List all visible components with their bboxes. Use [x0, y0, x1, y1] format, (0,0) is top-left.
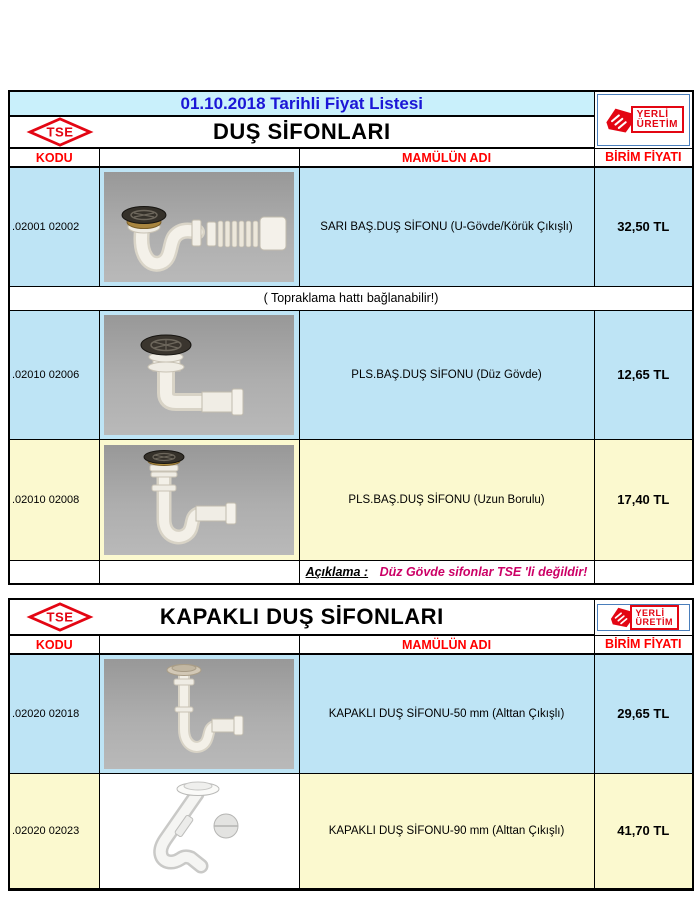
yerli-uretim-badge-cell — [594, 91, 693, 148]
table-kapakli-dus-sifonlari — [8, 598, 694, 891]
col-header-price: BİRİM FİYATI — [594, 148, 693, 167]
price-list-sheet — [8, 90, 692, 891]
product-row — [9, 167, 693, 286]
date-header: 01.10.2018 Tarihli Fiyat Listesi — [9, 91, 594, 116]
empty-cell — [9, 560, 99, 584]
empty-cell — [99, 560, 299, 584]
product-photo-cell — [99, 654, 299, 773]
product-name: PLS.BAŞ.DUŞ SİFONU (Uzun Borulu) — [299, 439, 594, 560]
product-photo-uzun-borulu-sifon — [104, 445, 294, 555]
yerli-uretim-badge-cell — [594, 599, 693, 635]
column-header-row — [9, 635, 693, 654]
product-photo-kapakli-90mm — [101, 774, 297, 888]
col-header-kodu: KODU — [9, 148, 99, 167]
product-code: .02001 02002 — [9, 167, 99, 286]
product-code: .02020 02018 — [9, 654, 99, 773]
col-header-price: BİRİM FİYATI — [594, 635, 693, 654]
product-photo-cell — [99, 439, 299, 560]
product-price: 41,70 TL — [594, 773, 693, 889]
empty-cell — [594, 560, 693, 584]
tse-logo-icon — [24, 117, 96, 147]
column-header-row — [9, 148, 693, 167]
product-name: KAPAKLI DUŞ SİFONU-90 mm (Alttan Çıkışlı) — [299, 773, 594, 889]
svg-text:TSE: TSE — [46, 609, 74, 625]
col-header-kodu: KODU — [9, 635, 99, 654]
product-code: .02010 02006 — [9, 310, 99, 439]
tse-logo-icon — [24, 602, 96, 632]
product-price: 32,50 TL — [594, 167, 693, 286]
product-row — [9, 310, 693, 439]
product-photo-cell — [99, 773, 299, 889]
product-code: .02020 02023 — [9, 773, 99, 889]
product-price: 17,40 TL — [594, 439, 693, 560]
product-name: SARI BAŞ.DUŞ SİFONU (U-Gövde/Körük Çıkışlı) — [299, 167, 594, 286]
product-row — [9, 654, 693, 773]
col-header-image — [99, 635, 299, 654]
product-price: 29,65 TL — [594, 654, 693, 773]
product-photo-sari-bas-sifon — [104, 172, 294, 282]
section-title-cell — [9, 116, 594, 148]
section-title: KAPAKLI DUŞ SİFONLARI — [159, 604, 444, 629]
product-photo-kapakli-50mm — [104, 659, 294, 769]
col-header-name: MAMÜLÜN ADI — [299, 635, 594, 654]
section-title: DUŞ SİFONLARI — [212, 119, 391, 144]
footnote — [299, 560, 594, 584]
badge-line2: ÜRETİM — [635, 616, 673, 627]
footnote-label: Açıklama : — [305, 564, 369, 579]
product-row — [9, 439, 693, 560]
yerli-uretim-badge — [597, 604, 691, 631]
section-gap — [8, 585, 692, 598]
product-photo-cell — [99, 167, 299, 286]
badge-line2: ÜRETİM — [636, 119, 678, 131]
col-header-image — [99, 148, 299, 167]
section-title-cell — [9, 599, 594, 635]
footnote-text: Düz Gövde sifonlar TSE 'li değildir! — [379, 564, 588, 579]
product-price: 12,65 TL — [594, 310, 693, 439]
product-row — [9, 773, 693, 889]
product-photo-cell — [99, 310, 299, 439]
svg-text:TSE: TSE — [46, 124, 74, 140]
grounding-note: ( Topraklama hattı bağlanabilir!) — [9, 286, 693, 310]
col-header-name: MAMÜLÜN ADI — [299, 148, 594, 167]
product-name: PLS.BAŞ.DUŞ SİFONU (Düz Gövde) — [299, 310, 594, 439]
table-dus-sifonlari — [8, 90, 694, 585]
badge-line1: YERLİ — [635, 607, 665, 618]
product-name: KAPAKLI DUŞ SİFONU-50 mm (Alttan Çıkışlı) — [299, 654, 594, 773]
product-code: .02010 02008 — [9, 439, 99, 560]
badge-line1: YERLİ — [636, 109, 669, 121]
yerli-uretim-badge — [597, 94, 691, 146]
product-photo-duz-govde-sifon — [104, 315, 294, 435]
